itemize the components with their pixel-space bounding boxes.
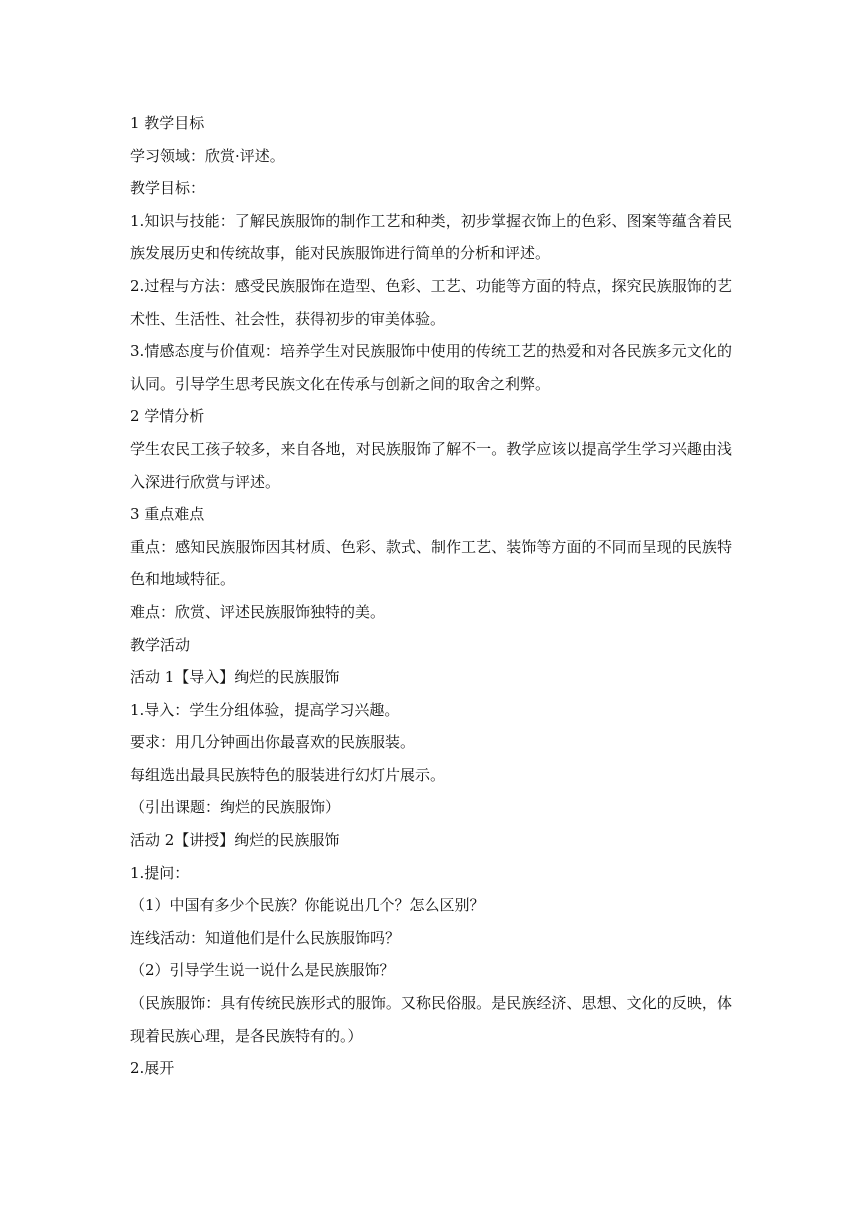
paragraph-line: 1.提问： [130,863,190,882]
paragraph-line: （1）中国有多少个民族？你能说出几个？怎么区别？ [130,896,485,915]
paragraph-line: 2.过程与方法：感受民族服饰在造型、色彩、工艺、功能等方面的特点，探究民族服饰的艺 [130,276,732,295]
paragraph-line: 入深进行欣赏与评述。 [130,472,281,491]
paragraph-line: 色和地域特征。 [130,570,236,589]
paragraph-line: 2.展开 [130,1059,175,1078]
activity-2-title: 活动 2【讲授】绚烂的民族服饰 [130,831,340,850]
paragraph-line: （民族服饰：具有传统民族形式的服饰。又称民俗服。是民族经济、思想、文化的反映，体 [130,994,732,1013]
paragraph-line: 1.导入：学生分组体验，提高学习兴趣。 [130,700,400,719]
paragraph-line: 教学目标： [130,179,206,198]
paragraph-line: 连线活动：知道他们是什么民族服饰吗？ [130,928,401,947]
paragraph-line: 术性、生活性、社会性，获得初步的审美体验。 [130,309,446,328]
paragraph-line: 1.知识与技能：了解民族服饰的制作工艺和种类，初步掌握衣饰上的色彩、图案等蕴含着民 [130,211,732,230]
heading-key-points: 3 重点难点 [130,505,205,524]
heading-teaching-goals: 1 教学目标 [130,114,205,132]
paragraph-line: （2）引导学生说一说什么是民族服饰？ [130,961,395,980]
activity-1-title: 活动 1【导入】绚烂的民族服饰 [130,668,340,687]
paragraph-line: 现着民族心理，是各民族特有的。） [130,1026,363,1045]
paragraph-line: 学习领域：欣赏·评述。 [130,146,285,165]
paragraph-line: 族发展历史和传统故事，能对民族服饰进行简单的分析和评述。 [130,244,551,263]
paragraph-line: 重点：感知民族服饰因其材质、色彩、款式、制作工艺、装饰等方面的不同而呈现的民族特 [130,537,732,556]
paragraph-line: 学生农民工孩子较多，来自各地，对民族服饰了解不一。教学应该以提高学生学习兴趣由浅 [130,439,732,458]
document-body [130,107,732,1085]
paragraph-line: 难点：欣赏、评述民族服饰独特的美。 [130,602,386,621]
heading-teaching-activities: 教学活动 [130,635,191,654]
paragraph-line: 3.情感态度与价值观：培养学生对民族服饰中使用的传统工艺的热爱和对各民族多元文化的 [130,342,732,361]
paragraph-line: 认同。引导学生思考民族文化在传承与创新之间的取舍之利弊。 [130,374,551,393]
paragraph-line: （引出课题：绚烂的民族服饰） [130,798,341,817]
paragraph-line: 每组选出最具民族特色的服装进行幻灯片展示。 [130,765,446,784]
heading-student-analysis: 2 学情分析 [130,407,205,426]
paragraph-line: 要求：用几分钟画出你最喜欢的民族服装。 [130,733,416,752]
